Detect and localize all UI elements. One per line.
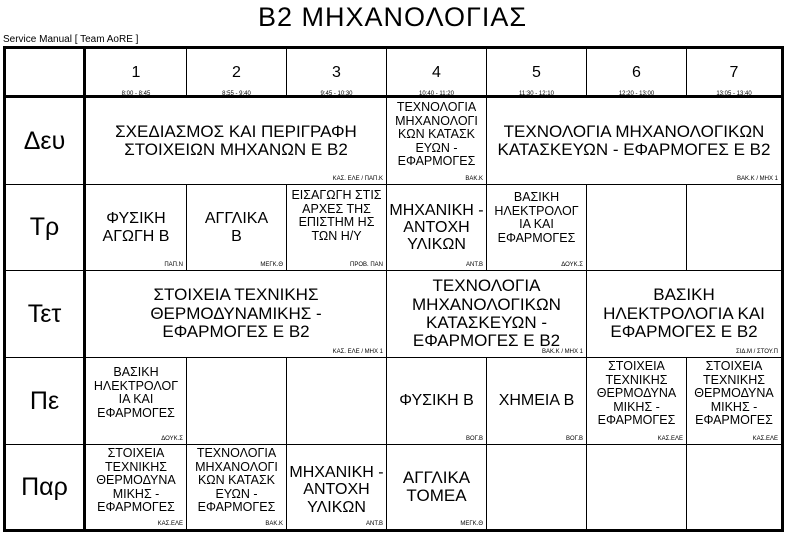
lesson-title: ΤΕΧΝΟΛΟΓΙΑ ΜΗΧΑΝΟΛΟΓΙΚΩΝ ΚΑΤΑΣΚΕΥΩΝ - ΕΦΑΡΜΟΓΕΣ Ε Β2 (497, 121, 771, 159)
day-label: Τετ (6, 271, 86, 358)
period-header (287, 49, 387, 98)
subtitle: Service Manual [ Team AoRE ] (3, 34, 139, 45)
period-number: 3 (332, 64, 341, 81)
period-number: 4 (432, 64, 441, 81)
lesson-title: ΣΤΟΙΧΕΙΑ ΤΕΧΝΙΚΗΣ ΘΕΡΜΟΔΥΝΑΜΙΚΗΣ - ΕΦΑΡΜΟΓΕΣ Ε Β2 (150, 285, 322, 342)
empty-cell (587, 445, 687, 529)
empty-cell (687, 445, 781, 529)
lesson-title: ΦΥΣΙΚΗ Β (399, 392, 474, 410)
lesson-cell (487, 98, 781, 185)
lesson-cell (86, 185, 187, 271)
empty-cell (287, 358, 387, 445)
lesson-cell (487, 358, 587, 445)
lesson-title: ΣΤΟΙΧΕΙΑ ΤΕΧΝΙΚΗΣ ΘΕΡΜΟΔΥΝΑ ΜΙΚΗΣ - ΕΦΑΡΜΟΓΕΣ (694, 359, 774, 427)
teacher-code: ΚΑΣ. ΕΛΕ / ΜΗΧ 1 (332, 349, 383, 355)
day-label: Δευ (6, 98, 86, 185)
period-time: 9:45 - 10:30 (320, 91, 353, 97)
period-header (86, 49, 187, 98)
lesson-cell (587, 271, 781, 358)
period-time: 8:00 - 8:45 (121, 91, 151, 97)
period-time: 11:30 - 12:10 (519, 91, 554, 97)
period-number: 1 (131, 64, 141, 81)
period-header (687, 49, 781, 98)
lesson-cell (287, 445, 387, 529)
corner-cell (6, 49, 86, 98)
lesson-cell (187, 185, 287, 271)
lesson-title: ΧΗΜΕΙΑ Β (498, 392, 575, 410)
lesson-cell (387, 271, 587, 358)
teacher-code: ΚΑΣ. ΕΛΕ / ΠΑΠ.Κ (332, 176, 383, 182)
lesson-title: ΒΑΣΙΚΗ ΗΛΕΚΤΡΟΛΟΓ ΙΑ ΚΑΙ ΕΦΑΡΜΟΓΕΣ (93, 365, 179, 420)
teacher-code: ΔΟΥΚ.Σ (161, 436, 183, 442)
period-time: 12:20 - 13:00 (618, 91, 655, 97)
teacher-code: ΜΕΓΚ.Θ (460, 521, 483, 527)
period-header (587, 49, 687, 98)
lesson-cell (86, 271, 387, 358)
teacher-code: ΑΝΤ.Β (365, 521, 383, 527)
teacher-code: ΒΑΚ.Κ (465, 176, 483, 182)
teacher-code: ΒΑΚ.Κ / ΜΗΧ 1 (736, 176, 778, 182)
period-header (487, 49, 587, 98)
lesson-title: ΣΤΟΙΧΕΙΑ ΤΕΧΝΙΚΗΣ ΘΕΡΜΟΔΥΝΑ ΜΙΚΗΣ - ΕΦΑΡΜΟΓΕΣ (596, 359, 677, 427)
period-number: 5 (532, 64, 541, 81)
period-header (187, 49, 287, 98)
lesson-cell (86, 445, 187, 529)
day-label: Πε (6, 358, 86, 445)
period-time: 13:05 - 13:40 (716, 91, 752, 97)
lesson-title: ΤΕΧΝΟΛΟΓΙΑ ΜΗΧΑΝΟΛΟΓΙ ΚΩΝ ΚΑΤΑΣΚ ΕΥΩΝ - ΕΦΑΡΜΟΓΕΣ (395, 100, 478, 168)
period-time: 8:55 - 9:40 (222, 91, 251, 97)
day-label: Τρ (6, 185, 86, 271)
lesson-title: ΣΧΕΔΙΑΣΜΟΣ ΚΑΙ ΠΕΡΙΓΡΑΦΗ ΣΤΟΙΧΕΙΩΝ ΜΗΧΑΝΩΝ Ε Β2 (115, 121, 357, 159)
page-title: Β2 ΜΗΧΑΝΟΛΟΓΙΑΣ (257, 2, 528, 32)
teacher-code: ΣΙΔ.Μ / ΣΤΟΥ.Π (735, 349, 778, 355)
empty-cell (187, 358, 287, 445)
empty-cell (487, 445, 587, 529)
lesson-title: ΤΕΧΝΟΛΟΓΙΑ ΜΗΧΑΝΟΛΟΓΙ ΚΩΝ ΚΑΤΑΣΚ ΕΥΩΝ - ΕΦΑΡΜΟΓΕΣ (195, 446, 278, 514)
lesson-title: ΑΓΓΛΙΚΑ Β (204, 210, 269, 245)
teacher-code: ΠΑΠ.Ν (164, 262, 183, 268)
teacher-code: ΔΟΥΚ.Σ (561, 262, 583, 268)
period-number: 7 (729, 64, 739, 81)
timetable-grid (3, 46, 784, 532)
teacher-code: ΠΡΟΒ. ΠΑΝ (349, 262, 383, 268)
lesson-title: ΑΓΓΛΙΚΑ ΤΟΜΕΑ (402, 467, 471, 505)
lesson-title: ΜΗΧΑΝΙΚΗ - ΑΝΤΟΧΗ ΥΛΙΚΩΝ (289, 464, 384, 516)
lesson-title: ΤΕΧΝΟΛΟΓΙΑ ΜΗΧΑΝΟΛΟΓΙΚΩΝ ΚΑΤΑΣΚΕΥΩΝ - ΕΦΑΡΜΟΓΕΣ Ε Β2 (412, 276, 561, 351)
lesson-cell (86, 98, 387, 185)
lesson-cell (687, 358, 781, 445)
teacher-code: ΒΟΓ.Β (466, 436, 483, 442)
period-header (387, 49, 487, 98)
empty-cell (687, 185, 781, 271)
teacher-code: ΜΕΓΚ.Θ (260, 262, 283, 268)
empty-cell (587, 185, 687, 271)
period-number: 2 (232, 64, 241, 81)
day-label: Παρ (6, 445, 86, 529)
lesson-cell (387, 445, 487, 529)
teacher-code: ΚΑΣ.ΕΛΕ (657, 436, 683, 442)
lesson-title: ΦΥΣΙΚΗ ΑΓΩΓΗ Β (102, 210, 170, 245)
period-time: 10:40 - 11:20 (419, 91, 454, 97)
teacher-code: ΑΝΤ.Β (465, 262, 483, 268)
teacher-code: ΒΑΚ.Κ (265, 521, 283, 527)
lesson-cell (287, 185, 387, 271)
lesson-title: ΒΑΣΙΚΗ ΗΛΕΚΤΡΟΛΟΓ ΙΑ ΚΑΙ ΕΦΑΡΜΟΓΕΣ (494, 190, 579, 245)
lesson-cell (587, 358, 687, 445)
lesson-title: ΣΤΟΙΧΕΙΑ ΤΕΧΝΙΚΗΣ ΘΕΡΜΟΔΥΝΑ ΜΙΚΗΣ - ΕΦΑΡΜΟΓΕΣ (96, 446, 176, 514)
teacher-code: ΚΑΣ.ΕΛΕ (752, 436, 778, 442)
teacher-code: ΚΑΣ.ΕΛΕ (157, 521, 183, 527)
period-number: 6 (632, 64, 641, 81)
lesson-title: ΕΙΣΑΓΩΓΗ ΣΤΙΣ ΑΡΧΕΣ ΤΗΣ ΕΠΙΣΤΗΜ ΗΣ ΤΩΝ Η/Υ (291, 188, 382, 243)
lesson-cell (387, 358, 487, 445)
lesson-title: ΒΑΣΙΚΗ ΗΛΕΚΤΡΟΛΟΓΙΑ ΚΑΙ ΕΦΑΡΜΟΓΕΣ Ε Β2 (603, 285, 765, 342)
lesson-cell (387, 185, 487, 271)
lesson-title: ΜΗΧΑΝΙΚΗ - ΑΝΤΟΧΗ ΥΛΙΚΩΝ (389, 201, 484, 254)
lesson-cell (187, 445, 287, 529)
teacher-code: ΒΑΚ.Κ / ΜΗΧ 1 (541, 349, 583, 355)
teacher-code: ΒΟΓ.Β (566, 436, 583, 442)
lesson-cell (387, 98, 487, 185)
lesson-cell (487, 185, 587, 271)
lesson-cell (86, 358, 187, 445)
